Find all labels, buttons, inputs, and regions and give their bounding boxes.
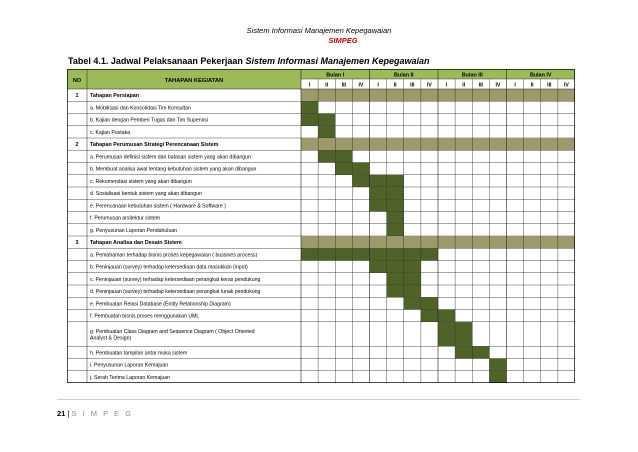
week-label: I [308, 82, 311, 89]
footer-separator: | [67, 409, 70, 418]
running-header-subtitle: SIMPEG [328, 36, 358, 45]
task-label: i. Penyusunan Laporan Kemajuan [90, 362, 169, 369]
gantt-bar-cell [370, 248, 387, 260]
week-label: IV [358, 82, 364, 89]
task-label: g. Pembuatan Class Diagram and Sequence Diagram ( Object Oriented Analyst & Design) [90, 329, 255, 342]
task-label: j. Serah Terima Laporan Kemajuan [90, 374, 171, 381]
page-footer [57, 409, 133, 418]
gantt-bar-cell [335, 163, 352, 175]
gantt-bar-cell [387, 224, 404, 236]
table-caption-prefix: Tabel 4.1. Jadwal Pelaksanaan Pekerjaan [68, 56, 246, 66]
week-label: III [410, 82, 415, 89]
gantt-bar-cell [421, 248, 438, 260]
footer-rule [57, 399, 580, 400]
week-label: III [547, 82, 552, 89]
section-title: Tahapan Perumusan Strategi Perencanaan Sistem [90, 142, 219, 149]
gantt-bar-cell [404, 297, 421, 309]
gantt-bar-cell [387, 175, 404, 187]
gantt-bar-cell [318, 126, 335, 138]
task-label: d. Sosialisasi bentuk sistem yang akan dibangun [90, 191, 202, 198]
section-title: Tahapan Analisa dan Desain Sistem [90, 240, 182, 247]
gantt-bar-cell [421, 297, 438, 309]
gantt-bar-cell [404, 248, 421, 260]
section-number: 3 [75, 240, 79, 247]
section-number: 1 [75, 93, 79, 100]
task-label: b. Peninjauan (survey) terhadap ketersediaan data masukkan (input) [90, 264, 248, 271]
col-header-task: TAHAPAN KEGIATAN [164, 78, 224, 84]
col-header-no: NO [72, 78, 82, 84]
week-label: I [377, 82, 379, 89]
page-number: 21 [57, 409, 66, 418]
footer-doc-name: S I M P E G [71, 409, 133, 418]
gantt-bar-cell [370, 261, 387, 273]
gantt-bar-cell [387, 199, 404, 211]
month-label: Bulan II [394, 72, 414, 79]
gantt-bar-cell [370, 175, 387, 187]
gantt-bar-cell [387, 285, 404, 297]
gantt-bar-cell [318, 114, 335, 126]
task-label: h. Pembuatan tampilan antar muka sistem [90, 350, 188, 357]
task-label: g. Penyusunan Laporan Pendahuluan [90, 227, 178, 234]
task-label: f. Pembuatan bisnis proses menggunakan UML [90, 313, 200, 320]
week-label: I [514, 82, 516, 89]
gantt-bar-cell [301, 248, 318, 260]
table-caption [68, 56, 430, 66]
month-label: Bulan III [461, 72, 483, 79]
gantt-bar-cell [455, 346, 472, 358]
gantt-bar-cell [387, 187, 404, 199]
week-label: II [530, 82, 534, 89]
task-label: c. Rekomendasi sistem yang akan dibangun [90, 178, 192, 185]
gantt-bar-cell [387, 273, 404, 285]
gantt-bar-cell [404, 261, 421, 273]
gantt-bar-cell [387, 261, 404, 273]
gantt-bar-cell [352, 248, 369, 260]
week-label: II [393, 82, 397, 89]
table-caption-italic: Sistem Informasi Manajemen Kepegawaian [245, 56, 430, 66]
task-label: d. Peninjauan (survey) terhadap ketersediaan perangkat lunak pendukung [90, 289, 261, 296]
task-label: f. Perumusan arsitektur sistem [90, 215, 161, 222]
month-label: Bulan IV [529, 72, 552, 79]
gantt-bar-cell [387, 248, 404, 260]
section-number: 2 [75, 142, 79, 149]
week-label: I [445, 82, 448, 89]
gantt-bar-cell [387, 212, 404, 224]
week-label: II [462, 82, 466, 89]
task-label: a. Perumusan definisi sistem dan batasan sistem yang akan dibangun [90, 154, 251, 161]
gantt-bar-cell [455, 322, 472, 347]
gantt-bar-cell [301, 114, 318, 126]
task-label: b. Membuat analisa awal tentang kebutuhan sistem yang akan dibangun [90, 166, 257, 173]
gantt-bar-cell [489, 371, 506, 383]
schedule-table [67, 69, 575, 383]
week-label: III [478, 82, 483, 89]
week-label: IV [426, 82, 432, 89]
gantt-bar-cell [352, 163, 369, 175]
section-title: Tahapan Persiapan [90, 93, 140, 100]
gantt-bar-cell [370, 187, 387, 199]
week-label: II [325, 82, 329, 89]
gantt-bar-cell [318, 248, 335, 260]
gantt-bar-cell [318, 150, 335, 162]
task-label: a. Mobilisasi dan Konsolidasi Tim Konsultan [90, 105, 191, 112]
gantt-bar-cell [472, 346, 489, 358]
gantt-bar-cell [370, 199, 387, 211]
gantt-bar-cell [438, 322, 455, 347]
week-label: IV [495, 82, 501, 89]
task-label: c. Peninjauan (survey) terhadap ketersediaan perangkat keras pendukung [90, 276, 261, 283]
gantt-bar-cell [489, 359, 506, 371]
gantt-bar-cell [404, 273, 421, 285]
running-header-title: Sistem Informasi Manajemen Kepegawaian [246, 26, 392, 35]
week-label: III [341, 82, 346, 89]
task-label: e. Pembuatan Relasi Database (Entity Relationship Diagram) [90, 301, 231, 308]
gantt-bar-cell [335, 150, 352, 162]
task-label: b. Kajian dengan Pemberi Tugas dan Tim Supervisi [90, 117, 208, 124]
task-label: a. Pemahaman terhadap bisnis proses kepegawaian ( bussines process) [90, 252, 258, 259]
gantt-bar-cell [438, 310, 455, 322]
gantt-bar-cell [404, 285, 421, 297]
gantt-bar-cell [335, 248, 352, 260]
task-label: e. Perencanaan kebutuhan sistem ( Hardware & Software ) [90, 203, 226, 210]
task-label: c. Kajian Pustaka [90, 129, 131, 136]
gantt-bar-cell [301, 101, 318, 113]
schedule-gantt-svg [67, 69, 575, 383]
week-label: IV [563, 82, 569, 89]
month-label: Bulan I [326, 72, 345, 79]
gantt-bar-cell [352, 175, 369, 187]
gantt-bar-cell [421, 310, 438, 322]
